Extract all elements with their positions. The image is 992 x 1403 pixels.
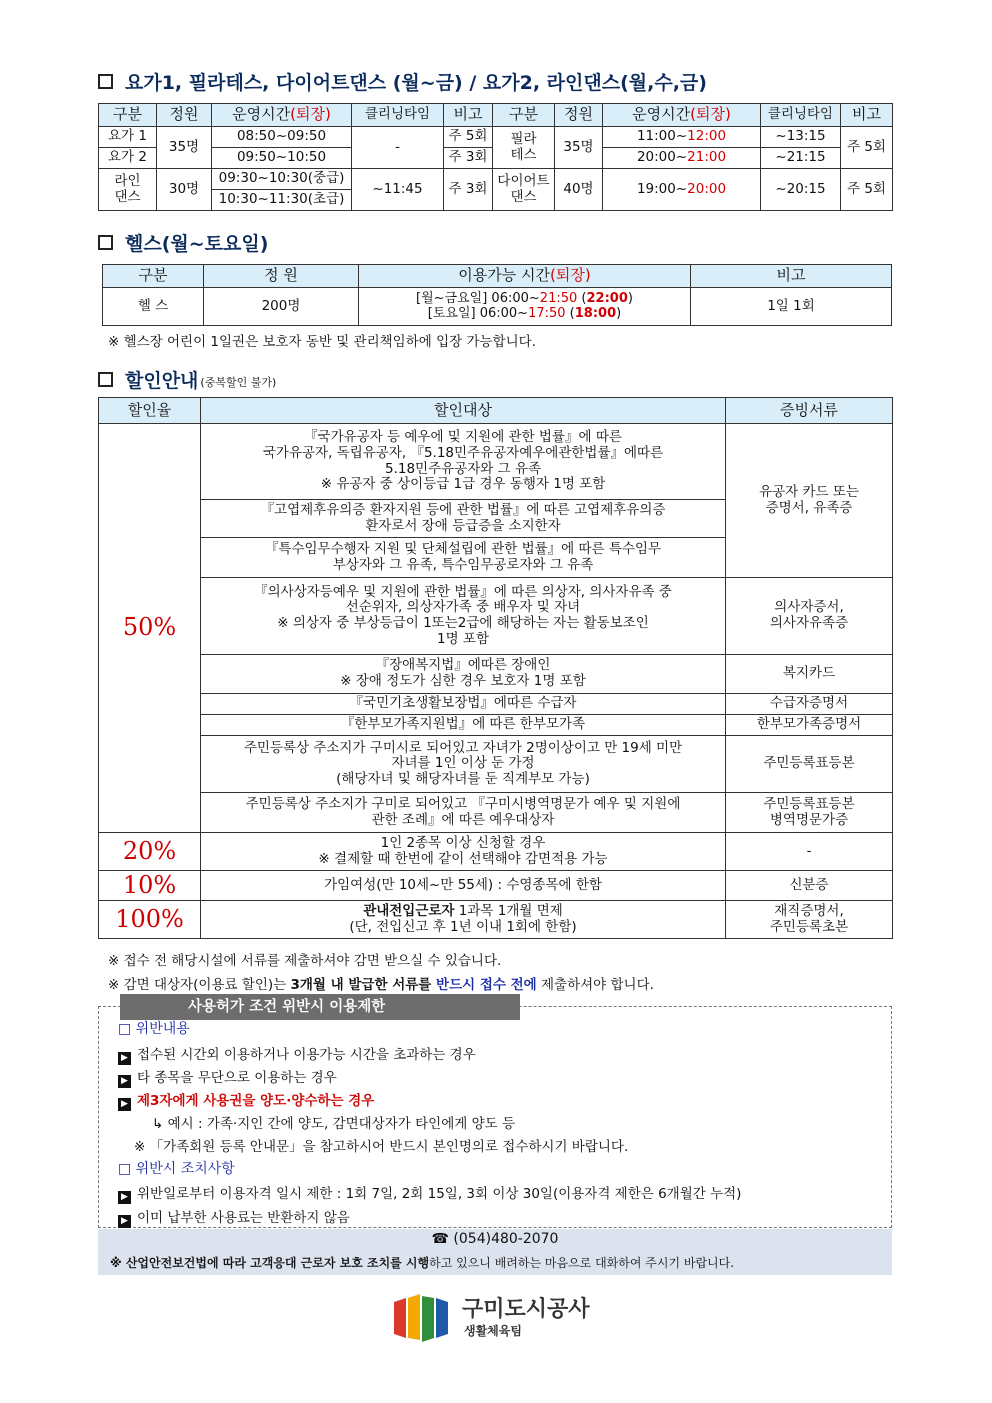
section-title-classes (98, 68, 707, 95)
target-single-parent: 『한부모가족지원법』에 따른 한부모가족 (201, 715, 726, 736)
section-title-note: (중복할인 불가 (200, 376, 272, 389)
footer-band (98, 1229, 892, 1275)
header-note-2: 비고 (841, 104, 893, 127)
cell-yoga2: 요가 2 (99, 148, 157, 169)
cell-pilates-time-1: 11:00~12:00 (603, 127, 761, 148)
cell-linedance: 라인 댄스 (99, 169, 157, 211)
cell-linedance-cleaning: ~11:45 (352, 169, 444, 211)
discount-note-2: ※ 감면 대상자(이용료 할인)는 3개월 내 발급한 서류를 반드시 접수 전에 제출하셔야 합니다. (108, 977, 654, 993)
safety-notice: ※ 산업안전보건법에 따라 고객응대 근로자 보호 조치를 시행하고 있으니 배려하는 마음으로 대화하여 주시기 바랍니다. (110, 1256, 735, 1270)
phone-number: ☎ (054)480-2070 (431, 1231, 559, 1247)
rate-20: 20% (99, 833, 201, 871)
team-name: 생활체육팀 (464, 1324, 522, 1338)
class-schedule-table (98, 103, 893, 211)
doc-military-family: 주민등록표등본 병역명문가증 (726, 793, 893, 833)
header-capacity: 정원 (157, 104, 212, 127)
cell-dietdance-cleaning: ~20:15 (761, 169, 841, 211)
doc-women: 신분증 (726, 871, 893, 901)
checkbox-icon (98, 372, 113, 387)
target-new-worker: 관내전입근로자 1과목 1개월 면제 (단, 전입신고 후 1년 이내 1회에 한함) (201, 901, 726, 939)
header-category-2: 구분 (493, 104, 555, 127)
gym-table (102, 264, 892, 326)
doc-two-sports: - (726, 833, 893, 871)
section-title-gym (98, 229, 268, 256)
cell-linedance-time-2: 10:30~11:30(초급) (212, 190, 352, 211)
target-veterans: 『국가유공자 등 예우에 및 지원에 관한 법률』에 따른 국가유공자, 독립유공자, 『5.18민주유공자예우에관한법률』에따른 5.18민주유공자와 그 유족 ※ 유공자 중 상이등급 1급 경우 동행자 1명 포함 (201, 424, 726, 500)
company-logo-icon (392, 1294, 452, 1344)
violation-subtitle: □ 위반내용 (118, 1021, 190, 1037)
header-category: 구분 (103, 265, 204, 288)
target-two-sports: 1인 2종목 이상 신청할 경우 ※ 결제할 때 한번에 같이 선택해야 감면적용 가능 (201, 833, 726, 871)
action-item-2: ▶ 이미 납부한 사용료는 반환하지 않음 (118, 1206, 350, 1228)
cell-linedance-capacity: 30명 (157, 169, 212, 211)
target-righteous: 『의사상자등예우 및 지원에 관한 법률』에 따른 의상자, 의사자유족 중 선순위자, 의상자가족 중 배우자 및 자녀 ※ 의상자 중 부상등급이 1또는2급에 해당하는 자는 활동보조인 1명 포함 (201, 578, 726, 655)
header-cleaning: 클리닝타임 (352, 104, 444, 127)
cell-linedance-time-1: 09:30~10:30(중급) (212, 169, 352, 190)
action-subtitle: □ 위반시 조치사항 (118, 1161, 235, 1177)
target-women: 가임여성(만 10세~만 55세) : 수영종목에 한함 (201, 871, 726, 901)
cell-gym-hours: [월~금요일] 06:00~21:50 (22:00) [토요일] 06:00~17:50 (18:00) (359, 288, 691, 326)
rate-10: 10% (99, 871, 201, 901)
arrow-icon: ▶ (118, 1215, 131, 1228)
arrow-icon: ▶ (118, 1098, 131, 1111)
discount-note-1: ※ 접수 전 해당시설에 서류를 제출하셔야 감면 받으실 수 있습니다. (108, 953, 502, 969)
violation-item-2: ▶ 타 종목을 무단으로 이용하는 경우 (118, 1066, 337, 1088)
header-note: 비고 (691, 265, 892, 288)
doc-multi-child: 주민등록표등본 (726, 736, 893, 793)
header-rate: 할인율 (99, 398, 201, 424)
doc-righteous: 의사자증서, 의사자유족증 (726, 578, 893, 655)
violation-example: ↳ 예시 : 가족·지인 간에 양도, 감면대상자가 타인에게 양도 등 (152, 1116, 516, 1132)
cell-pilates-cleaning-2: ~21:15 (761, 148, 841, 169)
cell-yoga-cleaning: - (352, 127, 444, 169)
section-title-discount: 할인안내 (중복할인 불가 ) (98, 366, 276, 393)
family-member-note: ※ 「가족회원 등록 안내문」을 참고하시어 반드시 본인명의로 접수하시기 바랍니다. (134, 1139, 629, 1155)
header-capacity: 정 원 (204, 265, 359, 288)
header-cleaning-2: 클리닝타임 (761, 104, 841, 127)
section-title-text: 요가1, 필라테스, 다이어트댄스 (월~금) / 요가2, 라인댄스(월,수,금) (125, 72, 707, 94)
header-time: 운영시간(퇴장) (212, 104, 352, 127)
cell-pilates-cleaning-1: ~13:15 (761, 127, 841, 148)
target-multi-child: 주민등록상 주소지가 구미시로 되어있고 자녀가 2명이상이고 만 19세 미만 자녀를 1인 이상 둔 가정 (해당자녀 및 해당자녀를 둔 직계부모 가능) (201, 736, 726, 793)
rate-100: 100% (99, 901, 201, 939)
gym-remark: ※ 헬스장 어린이 1일권은 보호자 동반 및 관리책임하에 입장 가능합니다. (108, 334, 536, 350)
cell-dietdance-note: 주 5회 (841, 169, 893, 211)
header-time-2: 운영시간(퇴장) (603, 104, 761, 127)
target-basic-livelihood: 『국민기초생활보장법』에따른 수급자 (201, 694, 726, 715)
rate-50: 50% (99, 424, 201, 833)
discount-table (98, 397, 893, 939)
cell-dietdance-time: 19:00~20:00 (603, 169, 761, 211)
header-target: 할인대상 (201, 398, 726, 424)
cell-yoga2-note: 주 3회 (444, 148, 493, 169)
target-special-mission: 『특수임무수행자 지원 및 단체설립에 관한 법률』에 따른 특수임무 부상자와 그 유족, 특수임무공로자와 그 유족 (201, 538, 726, 578)
section-title-text: 헬스(월~토요일) (125, 233, 269, 255)
checkbox-icon (98, 74, 113, 89)
arrow-icon: ▶ (118, 1075, 131, 1088)
cell-yoga1-note: 주 5회 (444, 127, 493, 148)
header-note: 비고 (444, 104, 493, 127)
target-military-family: 주민등록상 주소지가 구미로 되어있고 『구미시병역명문가 예우 및 지원에 관한 조례』에 따른 예우대상자 (201, 793, 726, 833)
target-disabled: 『장애복지법』에따른 장애인 ※ 장애 정도가 심한 경우 보호자 1명 포함 (201, 655, 726, 694)
cell-gym-capacity: 200명 (204, 288, 359, 326)
section-title-text: 할인안내 (125, 370, 199, 392)
cell-pilates-capacity: 35명 (555, 127, 603, 169)
target-agent-orange: 『고엽제후유의증 환자지원 등에 관한 법률』에 따른 고엽제후유의증 환자로서 장애 등급증을 소지한자 (201, 500, 726, 538)
violation-item-1: ▶ 접수된 시간외 이용하거나 이용가능 시간을 초과하는 경우 (118, 1043, 476, 1065)
arrow-icon: ▶ (118, 1191, 131, 1204)
header-capacity-2: 정원 (555, 104, 603, 127)
violation-item-3: ▶ 제3자에게 사용권을 양도·양수하는 경우 (118, 1089, 374, 1111)
action-item-1: ▶ 위반일로부터 이용자격 일시 제한 : 1회 7일, 2회 15일, 3회 이상 30일(이용자격 제한은 6개월간 누적) (118, 1182, 741, 1204)
cell-linedance-note: 주 3회 (444, 169, 493, 211)
arrow-icon: ▶ (118, 1052, 131, 1065)
restriction-header: 사용허가 조건 위반시 이용제한 (120, 994, 520, 1020)
cell-dietdance: 다이어트 댄스 (493, 169, 555, 211)
doc-veterans: 유공자 카드 또는 증명서, 유족증 (726, 424, 893, 578)
cell-yoga1: 요가 1 (99, 127, 157, 148)
doc-new-worker: 재직증명서, 주민등록초본 (726, 901, 893, 939)
checkbox-icon (98, 235, 113, 250)
cell-pilates-note: 주 5회 (841, 127, 893, 169)
doc-single-parent: 한부모가족증명서 (726, 715, 893, 736)
header-time: 이용가능 시간(퇴장) (359, 265, 691, 288)
company-name: 구미도시공사 (462, 1297, 590, 1322)
cell-pilates: 필라 테스 (493, 127, 555, 169)
doc-disabled: 복지카드 (726, 655, 893, 694)
cell-yoga-capacity: 35명 (157, 127, 212, 169)
doc-basic-livelihood: 수급자증명서 (726, 694, 893, 715)
cell-pilates-time-2: 20:00~21:00 (603, 148, 761, 169)
header-document: 증빙서류 (726, 398, 893, 424)
cell-gym: 헬 스 (103, 288, 204, 326)
cell-yoga1-time: 08:50~09:50 (212, 127, 352, 148)
cell-dietdance-capacity: 40명 (555, 169, 603, 211)
cell-yoga2-time: 09:50~10:50 (212, 148, 352, 169)
cell-gym-note: 1일 1회 (691, 288, 892, 326)
header-category: 구분 (99, 104, 157, 127)
